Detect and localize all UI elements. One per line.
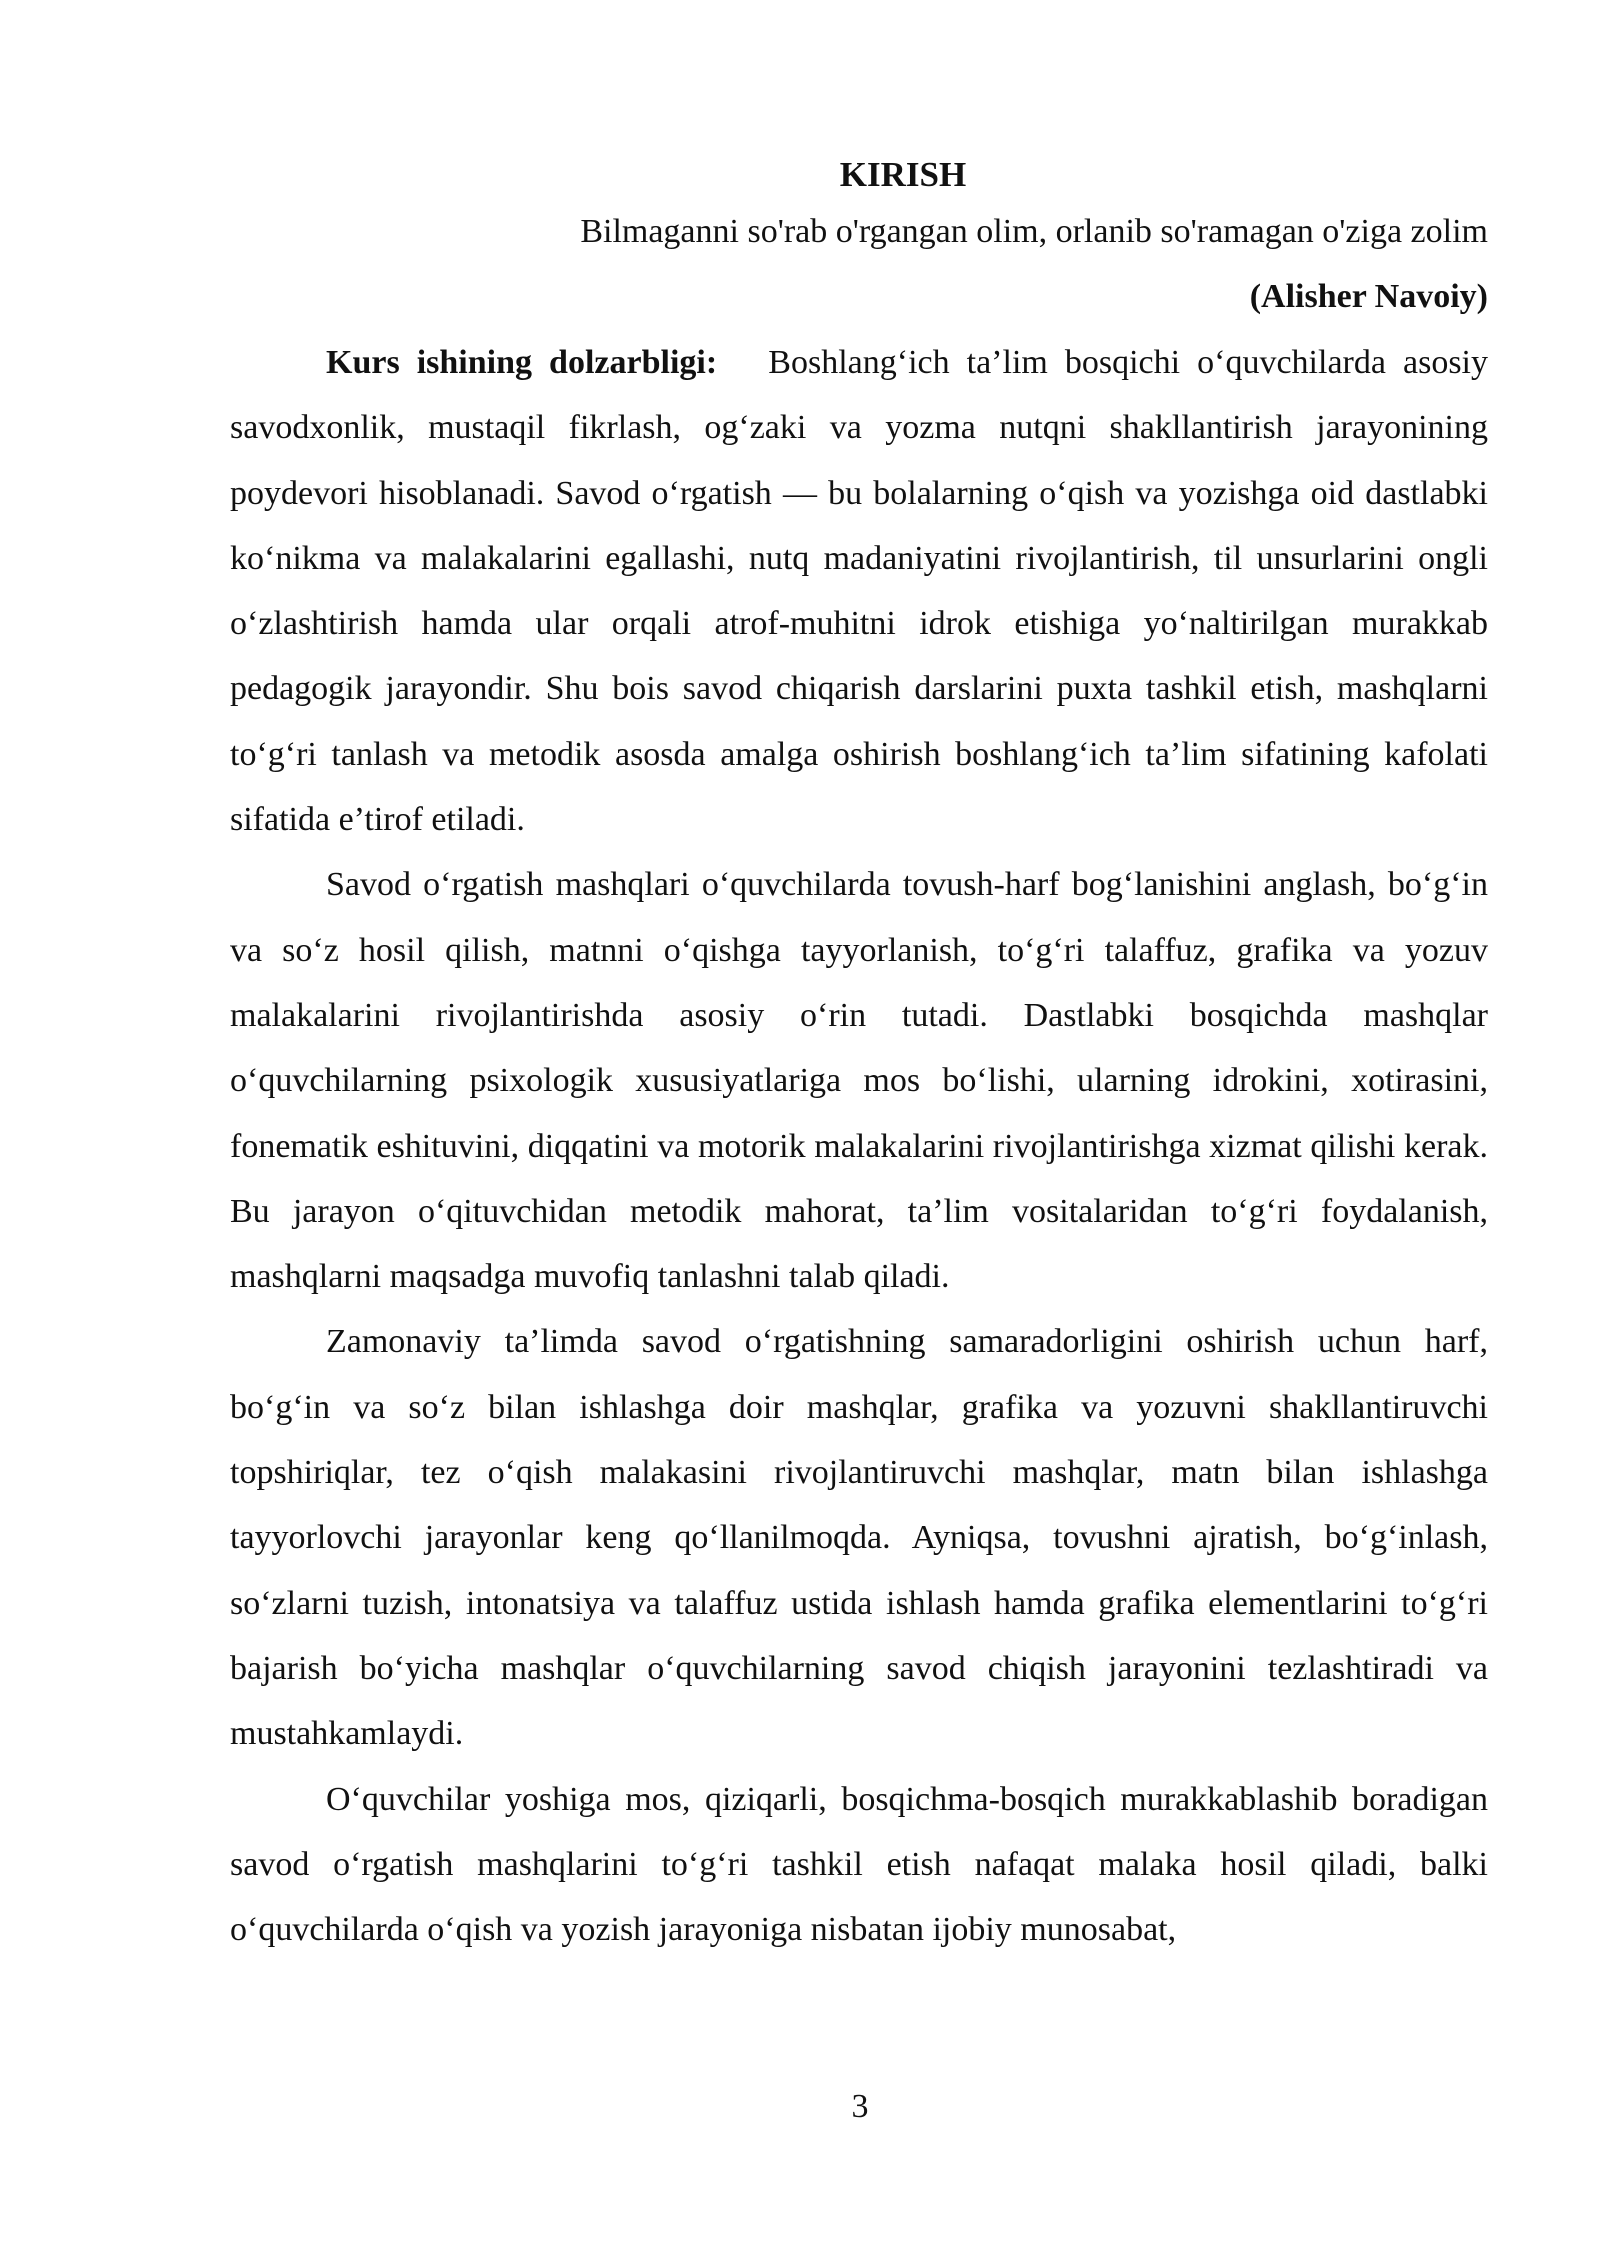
paragraph: O‘quvchilar yoshiga mos, qiziqarli, bosqichma-bosqich murakkablashib boradigan savod o‘rgatish mashqlarini to‘g‘ri tashkil etish nafaqat malaka hosil qiladi, balki o‘quvchilarda o‘qish va yozish jarayoniga nisbatan ijobiy munosabat,	[230, 1780, 1488, 1949]
paragraph-text: Boshlang‘ich ta’lim bosqichi o‘quvchilarda asosiy savodxonlik, mustaqil fikrlash, og‘zaki va yozma nutqni shakllantirish jarayonining poydevori hisoblanadi. Savod o‘rgatish — bu bolalarning o‘qish va yozishga oid dastlabki ko‘nikma va malakalarini egallashi, nutq madaniyatini rivojlantirish, til unsurlarini ongli o‘zlashtirish hamda ular orqali atrof-muhitni idrok etishiga yo‘naltirilgan murakkab pedagogik jarayondir. Shu bois savod chiqarish darslarini puxta tashkil etish, mashqlarni to‘g‘ri tanlash va metodik asosda amalga oshirish boshlang‘ich ta’lim sifatining kafolati sifatida e’tirof etiladi.	[230, 344, 1488, 839]
epigraph-author: (Alisher Navoiy)	[1249, 278, 1488, 315]
page-content	[230, 150, 1488, 1962]
paragraph-relevance	[230, 330, 1488, 852]
page-title: KIRISH	[839, 155, 967, 194]
paragraph: Zamonaviy ta’limda savod o‘rgatishning samaradorligini oshirish uchun harf, bo‘g‘in va so‘z bilan ishlashga doir mashqlar, grafika va yozuvni shakllantiruvchi topshiriqlar, tez o‘qish malakasini rivojlantiruvchi mashqlar, matn bilan ishlashga tayyorlovchi jarayonlar keng qo‘llanilmoqda. Ayniqsa, tovushni ajratish, bo‘g‘inlash, so‘zlarni tuzish, intonatsiya va talaffuz ustida ishlash hamda grafika elementlarini to‘g‘ri bajarish bo‘yicha mashqlar o‘quvchilarning savod chiqish jarayonini tezlashtiradi va mustahkamlaydi.	[230, 1323, 1488, 1753]
paragraph: Savod o‘rgatish mashqlari o‘quvchilarda tovush-harf bog‘lanishini anglash, bo‘g‘in va so‘z hosil qilish, matnni o‘qishga tayyorlanish, to‘g‘ri talaffuz, grafika va yozuv malakalarini rivojlantirishda asosiy o‘rin tutadi. Dastlabki bosqichda mashqlar o‘quvchilarning psixologik xususiyatlariga mos bo‘lishi, ularning idrokini, xotirasini, fonematik eshituvini, diqqatini va motorik malakalarini rivojlantirishga xizmat qilishi kerak. Bu jarayon o‘qituvchidan metodik mahorat, ta’lim vositalaridan to‘g‘ri foydalanish, mashqlarni maqsadga muvofiq tanlashni talab qiladi.	[230, 866, 1488, 1296]
epigraph-quote: Bilmaganni so'rab o'rgangan olim, orlanib so'ramagan o'ziga zolim	[580, 213, 1488, 250]
paragraph-lead: Kurs ishining dolzarbligi:	[326, 344, 718, 381]
page-number: 3	[851, 2088, 869, 2125]
